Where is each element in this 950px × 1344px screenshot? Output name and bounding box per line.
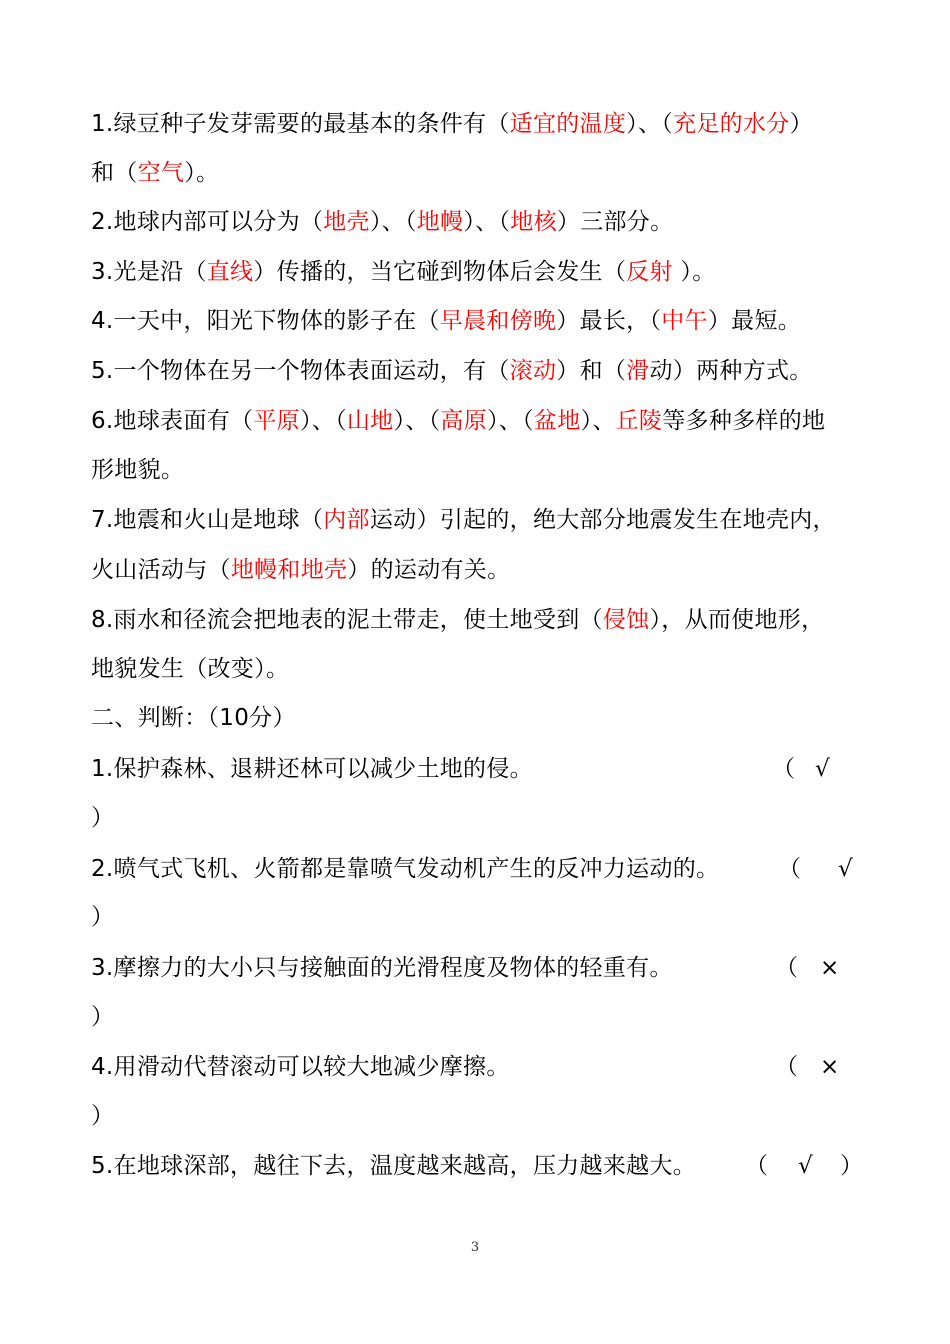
fill-question-6-cont: 形地貌。 xyxy=(91,457,185,483)
fill-question-4: 4.一天中，阳光下物体的影子在（早晨和傍晚）最长，（中午）最短。 xyxy=(91,308,802,334)
answer: 反射 xyxy=(626,259,673,285)
judge-item-1: 1.保护森林、退耕还林可以减少土地的侵。 xyxy=(91,756,533,782)
answer: 丘陵 xyxy=(615,408,663,434)
fill-question-7: 7.地震和火山是地球（内部运动）引起的，绝大部分地震发生在地壳内， xyxy=(91,507,836,533)
fill-question-5: 5.一个物体在另一个物体表面运动，有（滚动）和（滑动）两种方式。 xyxy=(91,358,813,384)
answer: 中午 xyxy=(661,308,708,334)
fill-question-7-cont: 火山活动与（地幔和地壳）的运动有关。 xyxy=(91,557,511,583)
judge-open-paren: （ xyxy=(775,1054,798,1080)
judge-open-paren: （ xyxy=(745,1153,768,1179)
judge-mark-check: √ xyxy=(798,1153,813,1179)
judge-close-paren: ） xyxy=(91,904,114,930)
answer: 高原 xyxy=(440,408,487,434)
answer: 空气 xyxy=(137,160,185,186)
judge-mark-cross: × xyxy=(820,955,840,981)
answer: 山地 xyxy=(346,408,394,434)
answer: 侵蚀 xyxy=(602,607,650,633)
fill-question-8-cont: 地貌发生（改变）。 xyxy=(91,656,290,682)
answer: 内部 xyxy=(323,507,370,533)
judge-mark-cross: × xyxy=(820,1054,840,1080)
answer: 滑 xyxy=(626,358,650,384)
judge-close-paren: ） xyxy=(91,805,114,831)
judge-item-5: 5.在地球深部，越往下去，温度越来越高，压力越来越大。 xyxy=(91,1153,697,1179)
page-number: 3 xyxy=(470,1240,480,1255)
judge-item-2: 2.喷气式飞机、火箭都是靠喷气发动机产生的反冲力运动的。 xyxy=(91,856,720,882)
answer: 平原 xyxy=(253,408,300,434)
judge-mark-check: √ xyxy=(815,756,830,782)
answer: 地幔和地壳 xyxy=(230,557,348,583)
answer: 早晨和傍晚 xyxy=(439,308,557,334)
answer: 地核 xyxy=(510,209,557,235)
answer: 盆地 xyxy=(533,408,581,434)
fill-question-3: 3.光是沿（直线）传播的，当它碰到物体后会发生（反射 ）。 xyxy=(91,259,716,285)
answer: 充足的水分 xyxy=(673,111,790,137)
answer: 地幔 xyxy=(416,209,464,235)
fill-question-6: 6.地球表面有（平原）、（山地）、（高原）、（盆地）、丘陵等多种多样的地 xyxy=(91,408,826,434)
judge-open-paren: （ xyxy=(775,955,798,981)
fill-question-8: 8.雨水和径流会把地表的泥土带走，使土地受到（侵蚀），从而使地形， xyxy=(91,607,825,633)
answer: 适宜的温度 xyxy=(509,111,627,137)
judge-item-4: 4.用滑动代替滚动可以较大地减少摩擦。 xyxy=(91,1054,510,1080)
judge-close-paren: ） xyxy=(91,1004,114,1030)
judge-close-paren: ） xyxy=(840,1153,863,1179)
judge-item-3: 3.摩擦力的大小只与接触面的光滑程度及物体的轻重有。 xyxy=(91,955,673,981)
answer: 直线 xyxy=(206,259,254,285)
fill-question-2: 2.地球内部可以分为（地壳）、（地幔）、（地核）三部分。 xyxy=(91,209,674,235)
answer: 地壳 xyxy=(323,209,370,235)
answer: 滚动 xyxy=(509,358,557,384)
judge-mark-check: √ xyxy=(838,856,853,882)
fill-question-1: 1.绿豆种子发芽需要的最基本的条件有（适宜的温度）、（充足的水分） xyxy=(91,111,813,137)
judge-open-paren: （ xyxy=(772,756,795,782)
fill-question-1-cont: 和（空气）。 xyxy=(91,160,220,186)
judge-open-paren: （ xyxy=(778,856,801,882)
section-heading-judge: 二、判断：（10分） xyxy=(91,705,296,731)
judge-close-paren: ） xyxy=(91,1103,114,1129)
